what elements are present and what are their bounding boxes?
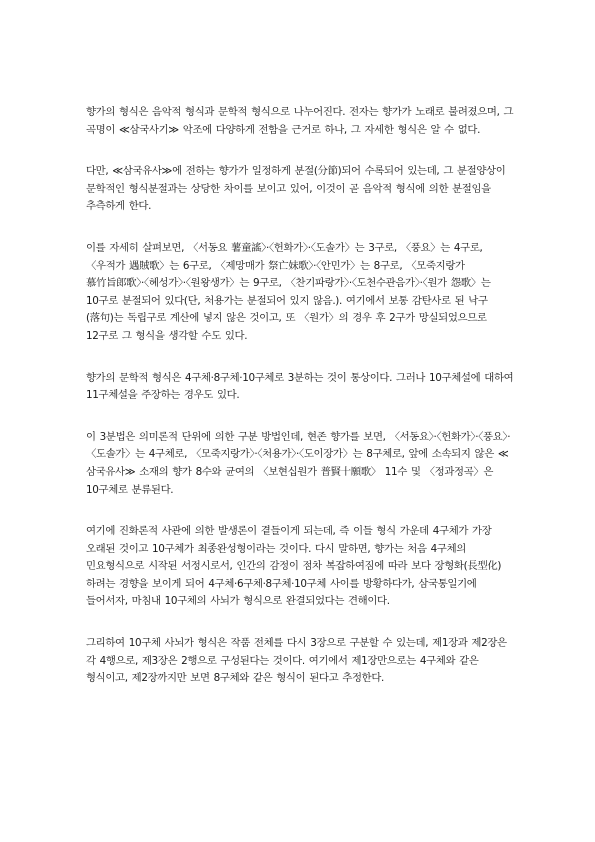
- paragraph-evolution: 여기에 진화론적 사관에 의한 발생론이 곁들이게 되는데, 즉 이들 형식 가운데 4구체가 가장 오래된 것이고 10구체가 최종완성형이라는 것이다. 다시 말하면, 향가는 처음 4구체의 민요형식으로 시작된 서정시로서, 인간의 감정이 점차 복잡하여짐에 따라 보다 장형화(長型化)하려는 경향을 보이게 되어 4구체·6구체·8구체·10구체 사이를 방황하다가, 삼국통일기에 들어서자, 마침내 10구체의 사뇌가 형식으로 완결되었다는 견해이다.: [86, 525, 502, 608]
- paragraph-literary-form: 향가의 문학적 형식은 4구체·8구체·10구체로 3분하는 것이 통상이다. 그러나 10구체설에 대하여 11구체설을 주장하는 경우도 있다.: [86, 371, 514, 402]
- paragraph-division: 다만, ≪삼국유사≫에 전하는 향가가 일정하게 분절(分節)되어 수록되어 있는데, 그 분절양상이 문학적인 형식분절과는 상당한 차이를 보이고 있어, 이것이 곧 음악적 형식에 의한 분절임을 추측하게 한다.: [86, 165, 506, 213]
- document-body: [86, 104, 514, 712]
- paragraph-sections: 그리하여 10구체 사뇌가 형식은 작품 전체를 다시 3장으로 구분할 수 있는데, 제1장과 제2장은 각 4행으로, 제3장은 2행으로 구성된다는 것이다. 여기에서 제1장만으로는 4구체와 같은 형식이고, 제2장까지만 보면 8구체와 같은 형식이 된다고 추정한다.: [86, 637, 507, 685]
- paragraph-details: 이를 자세히 살펴보면, 〈서동요 薯童謠〉·〈헌화가〉·〈도솔가〉는 3구로, 〈풍요〉는 4구로, 〈우적가 遇賊歌〉는 6구로, 〈제망매가 祭亡妹歌〉·〈안민가〉는 8구로, 〈모죽지랑가 慕竹旨郎歌〉·〈혜성가〉·〈원왕생가〉는 9구로, 〈찬기파랑가〉·〈도천수관음가〉·〈원가 怨歌〉는 10구로 분절되어 있다(단, 처용가는 분절되어 있지 않음.). 여기에서 보통 감탄사로 된 낙구(落句)는 독립구로 계산에 넣지 않은 것이고, 또 〈원가〉의 경우 후 2구가 망실되었으므로 12구로 그 형식을 생각할 수도 있다.: [86, 241, 491, 342]
- paragraph-three-way: 이 3분법은 의미론적 단위에 의한 구분 방법인데, 현존 향가를 보면, 〈서동요〉·〈헌화가〉·〈풍요〉·〈도솔가〉는 4구체로, 〈모죽지랑가〉·〈처용가〉·〈도이장가〉는 8구체로, 앞에 소속되지 않은 ≪삼국유사≫ 소재의 향가 8수와 균여의 〈보현십원가 普賢十願歌〉 11수 및 〈정과정곡〉은 10구체로 분류된다.: [86, 430, 511, 496]
- paragraph-music-form: 향가의 형식은 음악적 형식과 문학적 형식으로 나누어진다. 전자는 향가가 노래로 불려졌으며, 그 곡명이 ≪삼국사기≫ 악조에 다양하게 전함을 근거로 하나, 그 자세한 형식은 알 수 없다.: [86, 106, 514, 136]
